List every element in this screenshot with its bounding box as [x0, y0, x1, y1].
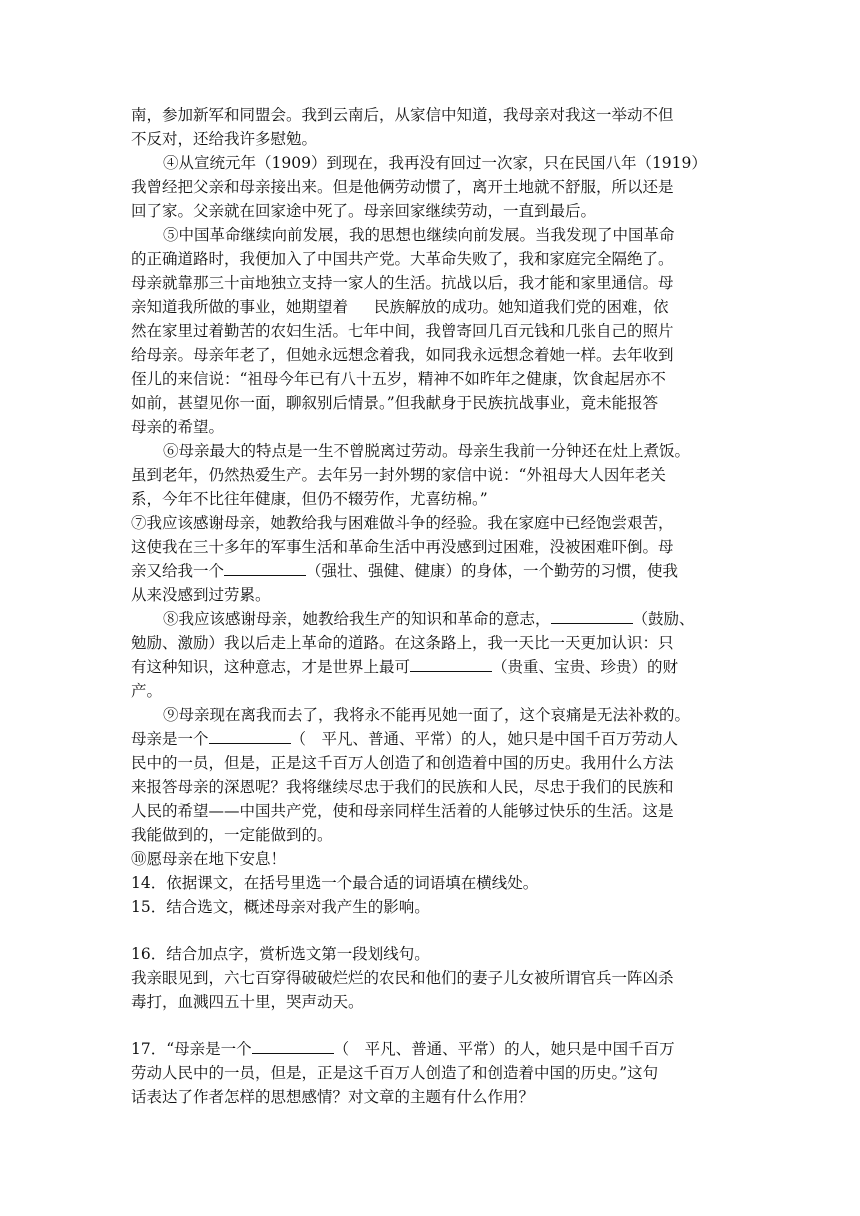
passage-line: 给母亲。母亲年老了，但她永远想念着我，如同我永远想念着她一样。去年收到	[131, 346, 674, 364]
passage-line: 来报答母亲的深恩呢？我将继续尽忠于我们的民族和人民，尽忠于我们的民族和	[131, 778, 674, 796]
passage-line: 勉励、激励）我以后走上革命的道路。在这条路上，我一天比一天更加认识：只	[131, 634, 674, 652]
passage-line: 如前，甚望见你一面，聊叙别后情景。”但我献身于民族抗战事业，竟未能报答	[131, 394, 659, 412]
passage-line: 虽到老年，仍然热爱生产。去年另一封外甥的家信中说：“外祖母大人因年老关	[131, 466, 666, 484]
text-segment: 亲知道我所做的事业，她期望着	[131, 298, 349, 316]
fill-blank-3[interactable]	[410, 655, 492, 672]
passage-line: 民中的一员，但是，正是这千百万人创造了和创造着中国的历史。我用什么方法	[131, 754, 674, 772]
question-16-sentence: 我亲眼见到，六七百穿得破破烂烂的农民和他们的妻子儿女被所谓官兵一阵凶杀	[131, 969, 674, 987]
question-16: 16．结合加点字，赏析选文第一段划线句。	[131, 945, 430, 963]
passage-line: 系，今年不比往年健康，但仍不辍劳作，尤喜纺棉。”	[131, 490, 488, 508]
passage-line: 这使我在三十多年的军事生活和革命生活中再没感到过困难，没被困难吓倒。母	[131, 538, 674, 556]
passage-line: 产。	[131, 682, 163, 700]
passage-line: 我曾经把父亲和母亲接出来。但是他俩劳动惯了，离开土地就不舒服，所以还是	[131, 178, 674, 196]
text-segment: ⑧我应该感谢母亲，她教给我生产的知识和革命的意志，	[163, 610, 551, 628]
passage-line: 母亲就靠那三十亩地独立支持一家人的生活。抗战以后，我才能和家里通信。母	[131, 274, 674, 292]
fill-blank-5[interactable]	[252, 1037, 334, 1054]
passage-line	[131, 727, 678, 751]
paragraph-8	[163, 607, 695, 631]
paragraph-7: ⑦我应该感谢母亲，她教给我与困难做斗争的经验。我在家庭中已经饱尝艰苦，	[131, 514, 674, 532]
fill-blank-1[interactable]	[224, 559, 306, 576]
passage-line: 母亲的希望。	[131, 418, 225, 436]
text-segment: （贵重、宝贵、珍贵）的财	[492, 658, 679, 676]
text-segment: 母亲是一个	[131, 730, 209, 748]
passage-line	[131, 559, 678, 583]
paragraph-10: ⑩愿母亲在地下安息！	[131, 850, 287, 868]
text-segment: 亲又给我一个	[131, 562, 225, 580]
passage-line	[131, 655, 678, 679]
passage-line: 我能做到的，一定能做到的。	[131, 826, 333, 844]
passage-line	[131, 295, 669, 319]
text-segment: （强壮、强健、健康）的身体，一个勤劳的习惯，使我	[306, 562, 679, 580]
passage-line: 然在家里过着勤苦的农妇生活。七年中间，我曾寄回几百元钱和几张自己的照片	[131, 322, 674, 340]
question-14: 14．依据课文，在括号里选一个最合适的词语填在横线处。	[131, 874, 539, 892]
text-segment: （鼓励、	[632, 610, 695, 628]
passage-line: 人民的希望——中国共产党，使和母亲同样生活着的人能够过快乐的生活。这是	[131, 802, 674, 820]
text-segment: 有这种知识，这种意志，才是世界上最可	[131, 658, 411, 676]
passage-line: 不反对，还给我许多慰勉。	[131, 130, 318, 148]
text-segment: （ 平凡、普通、平常）的人，她只是中国千百万劳动人	[290, 730, 679, 748]
passage-line: 从来没感到过劳累。	[131, 586, 271, 604]
question-17-line: 话表达了作者怎样的思想感情？对文章的主题有什么作用？	[131, 1088, 535, 1106]
paragraph-4: ④从宣统元年（1909）到现在，我再没有回过一次家，只在民国八年（1919）	[163, 154, 707, 172]
paragraph-5: ⑤中国革命继续向前发展，我的思想也继续向前发展。当我发现了中国革命	[163, 226, 675, 244]
paragraph-9: ⑨母亲现在离我而去了，我将永不能再见她一面了，这个哀痛是无法补救的。	[163, 706, 691, 724]
passage-line: 南，参加新军和同盟会。我到云南后，从家信中知道，我母亲对我这一举动不但	[131, 106, 674, 124]
text-segment: 17．“母亲是一个	[131, 1040, 252, 1058]
paragraph-6: ⑥母亲最大的特点是一生不曾脱离过劳动。母亲生我前一分钟还在灶上煮饭。	[163, 442, 691, 460]
text-segment: 民族解放的成功。她知道我们党的困难，依	[374, 298, 669, 316]
passage-line: 的正确道路时，我便加入了中国共产党。大革命失败了，我和家庭完全隔绝了。	[131, 250, 674, 268]
question-17-line: 劳动人民中的一员，但是，正是这千百万人创造了和创造着中国的历史。”这句	[131, 1064, 659, 1082]
question-16-sentence: 毒打，血溅四五十里，哭声动天。	[131, 993, 364, 1011]
fill-blank-4[interactable]	[209, 727, 291, 744]
fill-blank-2[interactable]	[551, 607, 633, 624]
question-15: 15．结合选文，概述母亲对我产生的影响。	[131, 898, 430, 916]
question-17	[131, 1037, 675, 1061]
passage-line: 回了家。父亲就在回家途中死了。母亲回家继续劳动，一直到最后。	[131, 202, 597, 220]
passage-line: 侄儿的来信说：“祖母今年已有八十五岁，精神不如昨年之健康，饮食起居亦不	[131, 370, 666, 388]
text-segment: （ 平凡、普通、平常）的人，她只是中国千百万	[333, 1040, 675, 1058]
